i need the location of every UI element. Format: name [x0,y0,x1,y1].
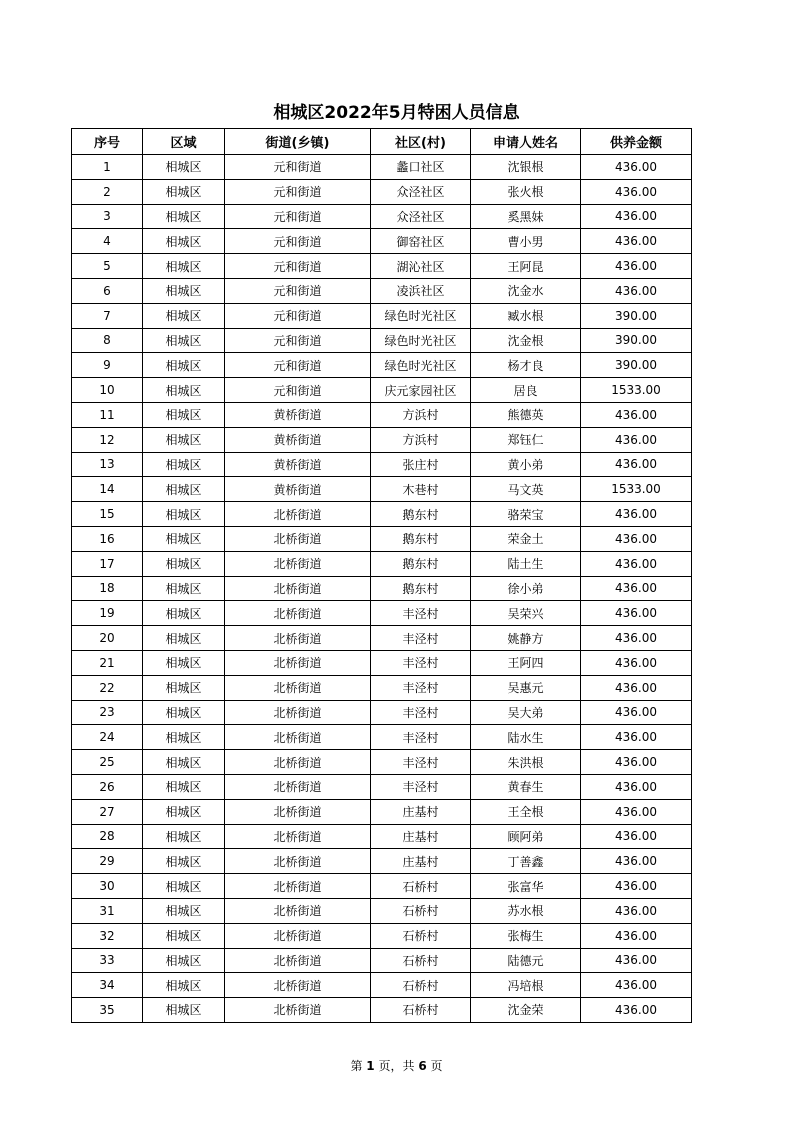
cell-applicant-name: 冯培根 [471,973,581,998]
cell-street: 北桥街道 [225,700,371,725]
cell-support-amount: 436.00 [581,179,692,204]
cell-community: 绿色时光社区 [371,353,471,378]
cell-index: 9 [72,353,143,378]
cell-index: 18 [72,576,143,601]
cell-index: 10 [72,378,143,403]
table-row [72,204,692,229]
cell-region: 相城区 [143,824,225,849]
page-footer [0,1057,793,1074]
cell-support-amount: 436.00 [581,874,692,899]
table-row [72,427,692,452]
cell-region: 相城区 [143,378,225,403]
cell-support-amount: 436.00 [581,799,692,824]
table-row [72,750,692,775]
cell-region: 相城区 [143,898,225,923]
cell-support-amount: 436.00 [581,849,692,874]
cell-index: 3 [72,204,143,229]
cell-applicant-name: 沈金水 [471,278,581,303]
page-title: 相城区2022年5月特困人员信息 [273,103,520,123]
cell-community: 石桥村 [371,874,471,899]
cell-street: 北桥街道 [225,750,371,775]
cell-applicant-name: 陆土生 [471,551,581,576]
cell-region: 相城区 [143,179,225,204]
cell-index: 33 [72,948,143,973]
cell-applicant-name: 陆水生 [471,725,581,750]
cell-region: 相城区 [143,254,225,279]
cell-applicant-name: 张火根 [471,179,581,204]
cell-index: 27 [72,799,143,824]
cell-community: 丰泾村 [371,650,471,675]
cell-region: 相城区 [143,353,225,378]
cell-applicant-name: 黄春生 [471,774,581,799]
cell-applicant-name: 杨才良 [471,353,581,378]
cell-region: 相城区 [143,973,225,998]
cell-support-amount: 436.00 [581,923,692,948]
table-row [72,477,692,502]
cell-street: 元和街道 [225,353,371,378]
table-row [72,799,692,824]
cell-applicant-name: 姚静方 [471,626,581,651]
cell-region: 相城区 [143,551,225,576]
cell-index: 7 [72,303,143,328]
cell-community: 庄基村 [371,824,471,849]
cell-region: 相城区 [143,849,225,874]
table-row [72,998,692,1023]
cell-index: 5 [72,254,143,279]
cell-applicant-name: 沈金根 [471,328,581,353]
cell-region: 相城区 [143,229,225,254]
cell-community: 绿色时光社区 [371,328,471,353]
cell-support-amount: 436.00 [581,675,692,700]
cell-support-amount: 436.00 [581,402,692,427]
cell-index: 16 [72,526,143,551]
cell-index: 17 [72,551,143,576]
cell-street: 北桥街道 [225,799,371,824]
cell-street: 元和街道 [225,328,371,353]
cell-applicant-name: 王全根 [471,799,581,824]
cell-region: 相城区 [143,675,225,700]
cell-street: 北桥街道 [225,526,371,551]
table-row [72,402,692,427]
header-applicant-name: 申请人姓名 [471,129,581,155]
cell-support-amount: 436.00 [581,155,692,180]
cell-index: 22 [72,675,143,700]
cell-region: 相城区 [143,948,225,973]
cell-support-amount: 1533.00 [581,378,692,403]
table-row [72,973,692,998]
footer-mid: 页，共 [378,1059,415,1073]
cell-region: 相城区 [143,601,225,626]
cell-street: 北桥街道 [225,948,371,973]
cell-community: 鹅东村 [371,551,471,576]
cell-region: 相城区 [143,725,225,750]
cell-street: 北桥街道 [225,502,371,527]
cell-street: 元和街道 [225,229,371,254]
cell-index: 21 [72,650,143,675]
cell-region: 相城区 [143,998,225,1023]
cell-applicant-name: 曹小男 [471,229,581,254]
table-row [72,601,692,626]
cell-index: 20 [72,626,143,651]
cell-street: 北桥街道 [225,998,371,1023]
cell-street: 北桥街道 [225,576,371,601]
cell-applicant-name: 吴荣兴 [471,601,581,626]
table-row [72,675,692,700]
cell-community: 丰泾村 [371,750,471,775]
table-row [72,229,692,254]
cell-street: 黄桥街道 [225,402,371,427]
cell-region: 相城区 [143,328,225,353]
cell-support-amount: 390.00 [581,353,692,378]
cell-street: 北桥街道 [225,725,371,750]
cell-community: 湖沁社区 [371,254,471,279]
table-row [72,725,692,750]
table-row [72,923,692,948]
cell-index: 35 [72,998,143,1023]
cell-community: 方浜村 [371,402,471,427]
table-row [72,898,692,923]
cell-index: 14 [72,477,143,502]
cell-community: 众泾社区 [371,179,471,204]
table-row [72,824,692,849]
table-row [72,155,692,180]
header-community: 社区(村) [371,129,471,155]
cell-community: 绿色时光社区 [371,303,471,328]
table-row [72,551,692,576]
cell-index: 26 [72,774,143,799]
cell-support-amount: 436.00 [581,601,692,626]
cell-support-amount: 390.00 [581,303,692,328]
cell-applicant-name: 臧水根 [471,303,581,328]
cell-support-amount: 436.00 [581,898,692,923]
cell-region: 相城区 [143,874,225,899]
cell-community: 方浜村 [371,427,471,452]
cell-street: 北桥街道 [225,874,371,899]
cell-index: 13 [72,452,143,477]
footer-suffix: 页 [430,1059,443,1073]
cell-community: 丰泾村 [371,601,471,626]
cell-community: 丰泾村 [371,725,471,750]
cell-index: 30 [72,874,143,899]
table-row [72,576,692,601]
cell-index: 25 [72,750,143,775]
cell-support-amount: 436.00 [581,254,692,279]
cell-support-amount: 436.00 [581,526,692,551]
cell-community: 丰泾村 [371,700,471,725]
table-row [72,254,692,279]
cell-support-amount: 436.00 [581,973,692,998]
cell-community: 木巷村 [371,477,471,502]
cell-street: 北桥街道 [225,675,371,700]
cell-community: 凌浜社区 [371,278,471,303]
table-row [72,849,692,874]
cell-region: 相城区 [143,303,225,328]
cell-support-amount: 436.00 [581,427,692,452]
cell-street: 北桥街道 [225,551,371,576]
cell-region: 相城区 [143,774,225,799]
cell-region: 相城区 [143,650,225,675]
cell-community: 众泾社区 [371,204,471,229]
data-table [71,128,692,1023]
cell-index: 8 [72,328,143,353]
cell-community: 丰泾村 [371,626,471,651]
footer-prefix: 第 [350,1059,363,1073]
cell-index: 4 [72,229,143,254]
cell-support-amount: 436.00 [581,774,692,799]
cell-region: 相城区 [143,155,225,180]
cell-community: 鹅东村 [371,526,471,551]
table-row [72,700,692,725]
footer-page-number: 1 [366,1059,375,1073]
cell-applicant-name: 张梅生 [471,923,581,948]
table-row [72,948,692,973]
table-header-row [72,129,692,155]
cell-index: 6 [72,278,143,303]
cell-applicant-name: 朱洪根 [471,750,581,775]
header-support-amount: 供养金额 [581,129,692,155]
cell-street: 元和街道 [225,155,371,180]
cell-street: 北桥街道 [225,898,371,923]
cell-community: 石桥村 [371,898,471,923]
cell-street: 北桥街道 [225,824,371,849]
cell-street: 元和街道 [225,254,371,279]
cell-support-amount: 436.00 [581,948,692,973]
cell-region: 相城区 [143,576,225,601]
cell-street: 北桥街道 [225,774,371,799]
cell-support-amount: 436.00 [581,502,692,527]
table-row [72,179,692,204]
cell-community: 鹅东村 [371,502,471,527]
cell-applicant-name: 居良 [471,378,581,403]
table-row [72,353,692,378]
cell-support-amount: 390.00 [581,328,692,353]
cell-applicant-name: 张富华 [471,874,581,899]
cell-index: 15 [72,502,143,527]
cell-index: 34 [72,973,143,998]
table-row [72,526,692,551]
cell-street: 北桥街道 [225,601,371,626]
cell-region: 相城区 [143,526,225,551]
cell-region: 相城区 [143,452,225,477]
cell-street: 元和街道 [225,179,371,204]
cell-community: 石桥村 [371,923,471,948]
cell-applicant-name: 丁善鑫 [471,849,581,874]
cell-index: 11 [72,402,143,427]
cell-street: 元和街道 [225,378,371,403]
cell-applicant-name: 徐小弟 [471,576,581,601]
cell-index: 32 [72,923,143,948]
cell-support-amount: 436.00 [581,725,692,750]
cell-street: 黄桥街道 [225,427,371,452]
table-row [72,774,692,799]
cell-support-amount: 436.00 [581,204,692,229]
cell-index: 19 [72,601,143,626]
table-row [72,650,692,675]
cell-community: 石桥村 [371,973,471,998]
cell-community: 石桥村 [371,948,471,973]
cell-applicant-name: 熊德英 [471,402,581,427]
cell-support-amount: 436.00 [581,700,692,725]
table-row [72,378,692,403]
cell-support-amount: 436.00 [581,650,692,675]
cell-region: 相城区 [143,799,225,824]
cell-applicant-name: 王阿昆 [471,254,581,279]
cell-index: 28 [72,824,143,849]
table-row [72,502,692,527]
cell-applicant-name: 陆德元 [471,948,581,973]
header-street: 街道(乡镇) [225,129,371,155]
cell-support-amount: 436.00 [581,824,692,849]
cell-support-amount: 436.00 [581,998,692,1023]
cell-index: 12 [72,427,143,452]
table-row [72,874,692,899]
cell-region: 相城区 [143,923,225,948]
header-index: 序号 [72,129,143,155]
cell-street: 黄桥街道 [225,452,371,477]
cell-community: 张庄村 [371,452,471,477]
cell-community: 蠡口社区 [371,155,471,180]
cell-street: 北桥街道 [225,626,371,651]
cell-applicant-name: 王阿四 [471,650,581,675]
cell-community: 丰泾村 [371,675,471,700]
cell-support-amount: 436.00 [581,626,692,651]
cell-region: 相城区 [143,278,225,303]
cell-index: 2 [72,179,143,204]
cell-support-amount: 436.00 [581,576,692,601]
table-row [72,626,692,651]
cell-support-amount: 436.00 [581,551,692,576]
cell-support-amount: 1533.00 [581,477,692,502]
cell-street: 北桥街道 [225,923,371,948]
cell-community: 石桥村 [371,998,471,1023]
cell-region: 相城区 [143,204,225,229]
cell-applicant-name: 吴大弟 [471,700,581,725]
cell-community: 庄基村 [371,799,471,824]
table-row [72,278,692,303]
cell-street: 北桥街道 [225,650,371,675]
cell-street: 元和街道 [225,204,371,229]
cell-index: 31 [72,898,143,923]
cell-region: 相城区 [143,427,225,452]
cell-applicant-name: 马文英 [471,477,581,502]
cell-community: 丰泾村 [371,774,471,799]
table-row [72,303,692,328]
cell-applicant-name: 吴惠元 [471,675,581,700]
cell-community: 鹅东村 [371,576,471,601]
cell-applicant-name: 郑钰仁 [471,427,581,452]
cell-community: 御窑社区 [371,229,471,254]
cell-applicant-name: 沈金荣 [471,998,581,1023]
footer-total-pages: 6 [418,1059,427,1073]
cell-support-amount: 436.00 [581,278,692,303]
table-row [72,328,692,353]
cell-street: 元和街道 [225,278,371,303]
table-row [72,452,692,477]
cell-region: 相城区 [143,502,225,527]
cell-support-amount: 436.00 [581,750,692,775]
cell-street: 元和街道 [225,303,371,328]
cell-applicant-name: 奚黑妹 [471,204,581,229]
table-body [72,155,692,1023]
cell-applicant-name: 黄小弟 [471,452,581,477]
cell-support-amount: 436.00 [581,452,692,477]
cell-community: 庄基村 [371,849,471,874]
cell-applicant-name: 苏水根 [471,898,581,923]
cell-street: 北桥街道 [225,973,371,998]
cell-applicant-name: 沈银根 [471,155,581,180]
cell-index: 1 [72,155,143,180]
cell-community: 庆元家园社区 [371,378,471,403]
cell-street: 北桥街道 [225,849,371,874]
cell-region: 相城区 [143,750,225,775]
cell-region: 相城区 [143,402,225,427]
cell-support-amount: 436.00 [581,229,692,254]
cell-applicant-name: 荣金土 [471,526,581,551]
cell-applicant-name: 顾阿弟 [471,824,581,849]
cell-index: 23 [72,700,143,725]
cell-region: 相城区 [143,626,225,651]
cell-street: 黄桥街道 [225,477,371,502]
cell-applicant-name: 骆荣宝 [471,502,581,527]
cell-index: 29 [72,849,143,874]
header-region: 区域 [143,129,225,155]
cell-index: 24 [72,725,143,750]
cell-region: 相城区 [143,700,225,725]
cell-region: 相城区 [143,477,225,502]
